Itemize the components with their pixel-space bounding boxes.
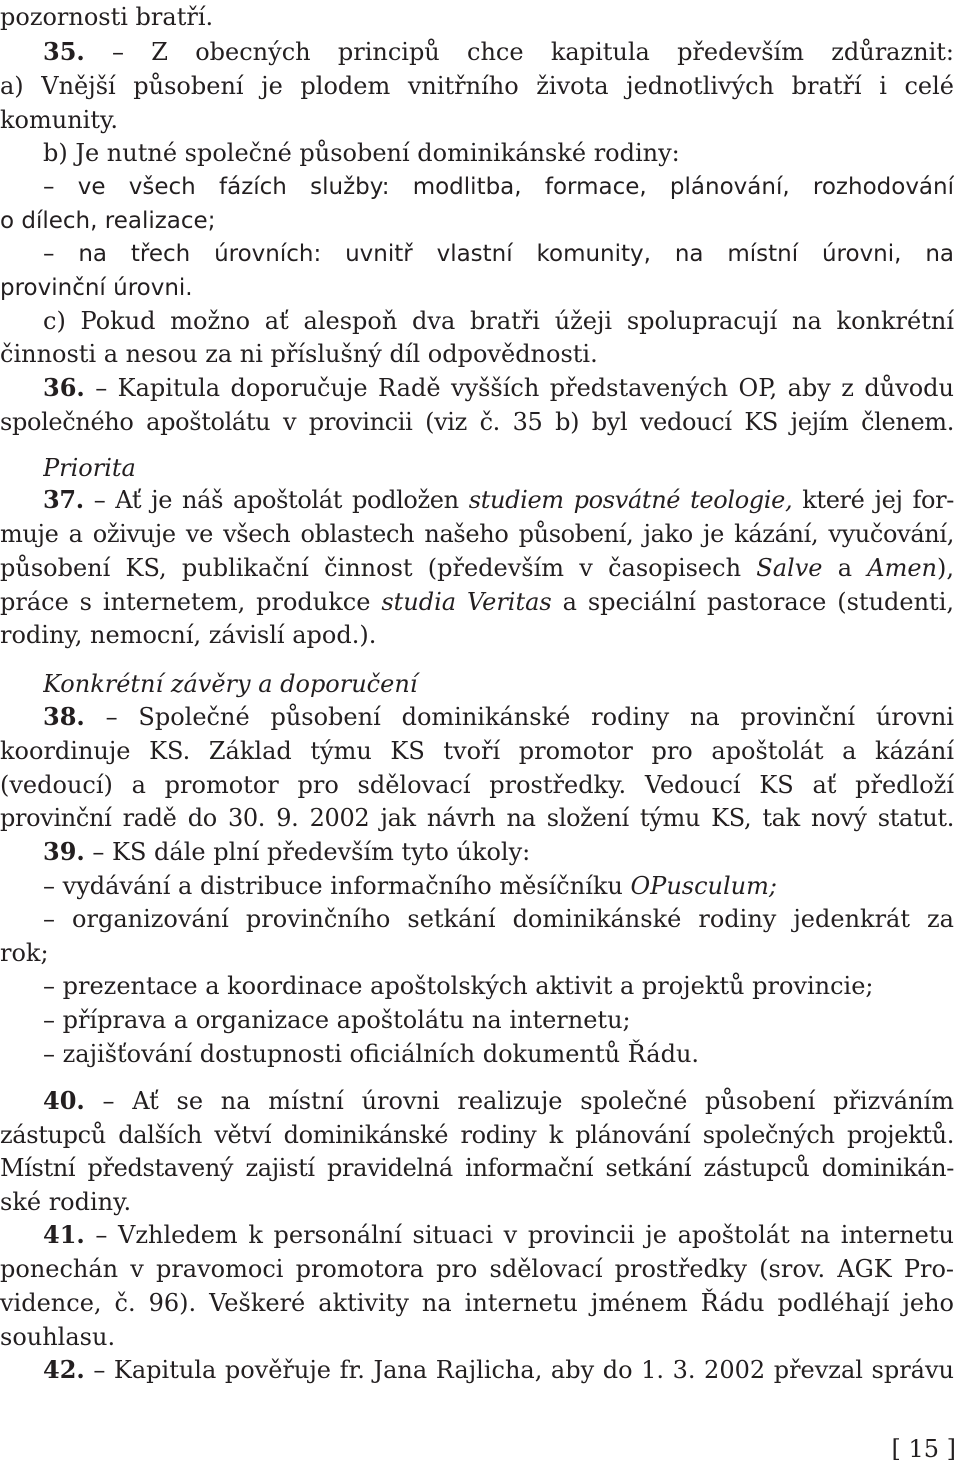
line-text: – organizování provinčního setkání dominikánské rodiny jedenkrát za — [43, 905, 954, 933]
line-text: společného apoštolátu v provincii (viz č. 35 b) byl vedoucí KS jejím členem. — [0, 408, 954, 436]
line-text: pozornosti bratří. — [0, 3, 214, 31]
page-number: [ 15 ] — [891, 1435, 956, 1463]
paragraph-number: 37. — [43, 485, 84, 514]
line-text: práce s internetem, produkce — [0, 588, 382, 616]
line-text: – příprava a organizace apoštolátu na internetu; — [43, 1006, 631, 1034]
line-text: činnosti a nesou za ni příslušný díl odpovědnosti. — [0, 340, 598, 368]
italic-text: Salve — [756, 554, 823, 582]
paragraph-number: 39. — [43, 837, 85, 866]
line-text: koordinuje KS. Základ týmu KS tvoří promotor pro apoštolát a kázání — [0, 737, 954, 765]
line-text: – Ať se na místní úrovni realizuje společné působení přizváním — [102, 1087, 954, 1115]
line-text: – zajišťování dostupnosti oficiálních dokumentů Řádu. — [43, 1040, 700, 1068]
line-text: – Společné působení dominikánské rodiny na provinční úrovni — [105, 703, 954, 731]
line-text: rok; — [0, 939, 49, 967]
line-text: – Kapitula pověřuje fr. Jana Rajlicha, aby do 1. 3. 2002 převzal správu — [93, 1356, 954, 1384]
line-text: (vedoucí) a promotor pro sdělovací prostředky. Vedoucí KS ať předloží — [0, 771, 954, 799]
line-text: Místní představený zajistí pravidelná informační setkání zástupců dominikán- — [0, 1154, 954, 1182]
line-text: a speciální pastorace (studenti, — [551, 588, 954, 616]
text-line — [0, 402, 954, 442]
line-text: působení KS, publikační činnost (především v časopisech — [0, 554, 757, 582]
line-text: vidence, č. 96). Veškeré aktivity na internetu jménem Řádu podléhají jeho — [0, 1289, 954, 1317]
text-line — [0, 615, 954, 655]
line-text: a) Vnější působení je plodem vnitřního života jednotlivých bratří i celé — [0, 72, 954, 100]
line-text: rodiny, nemocní, závislí apod.). — [0, 621, 377, 649]
line-text: provinční úrovni. — [0, 275, 193, 301]
line-text: – Vzhledem k personální situaci v provincii je apoštolát na internetu — [95, 1221, 954, 1249]
line-text: – Kapitula doporučuje Radě vyšších představených OP, aby z důvodu — [95, 374, 954, 402]
line-text: – ve všech fázích služby: modlitba, formace, plánování, rozhodování — [43, 174, 954, 200]
line-text: – na třech úrovních: uvnitř vlastní komunity, na místní úrovni, na — [43, 241, 954, 267]
paragraph-42-start — [43, 1350, 954, 1390]
italic-text: studiem posvátné teologie, — [468, 486, 793, 514]
line-text: provinční radě do 30. 9. 2002 jak návrh na složení týmu KS, tak nový statut. — [0, 804, 954, 832]
paragraph-number: 38. — [43, 702, 85, 731]
paragraph-number: 42. — [43, 1355, 85, 1384]
line-text: souhlasu. — [0, 1323, 116, 1351]
paragraph-number: 40. — [43, 1086, 85, 1115]
line-text: zástupců dalších větví dominikánské rodiny k plánování společných projektů. — [0, 1121, 954, 1149]
heading-text: Konkrétní závěry a doporučení — [43, 670, 418, 698]
line-text: – KS dále plní především tyto úkoly: — [92, 838, 531, 866]
italic-text: studia Veritas — [381, 588, 552, 616]
line-text: muje a oživuje ve všech oblastech našeho působení, jako je kázání, vyučování, — [0, 520, 954, 548]
line-text: o dílech, realizace; — [0, 208, 216, 234]
line-text: – vydávání a distribuce informačního měsíčníku — [43, 872, 631, 900]
line-text: a — [822, 554, 868, 582]
line-text: – prezentace a koordinace apoštolských aktivit a projektů provincie; — [43, 972, 874, 1000]
italic-text: Amen — [867, 554, 937, 582]
line-text: ), — [937, 554, 954, 582]
heading-text: Priorita — [43, 454, 136, 482]
paragraph-number: 35. — [43, 37, 85, 66]
line-text: c) Pokud možno ať alespoň dva bratři úžeji spolupracují na konkrétní — [43, 307, 954, 335]
line-text: ské rodiny. — [0, 1188, 132, 1216]
line-text: které jej for- — [792, 486, 954, 514]
paragraph-number: 41. — [43, 1220, 85, 1249]
italic-text: OPusculum; — [630, 872, 777, 900]
paragraph-number: 36. — [43, 373, 85, 402]
bullet-line — [43, 1034, 954, 1074]
line-text: – Z obecných principů chce kapitula především zdůraznit: — [112, 38, 954, 66]
line-text: komunity. — [0, 106, 118, 134]
line-text: – Ať je náš apoštolát podložen — [93, 486, 469, 514]
line-text: ponechán v pravomoci promotora pro sdělovací prostředky (srov. AGK Pro- — [0, 1255, 954, 1283]
line-text: b) Je nutné společné působení dominikánské rodiny: — [43, 139, 680, 167]
